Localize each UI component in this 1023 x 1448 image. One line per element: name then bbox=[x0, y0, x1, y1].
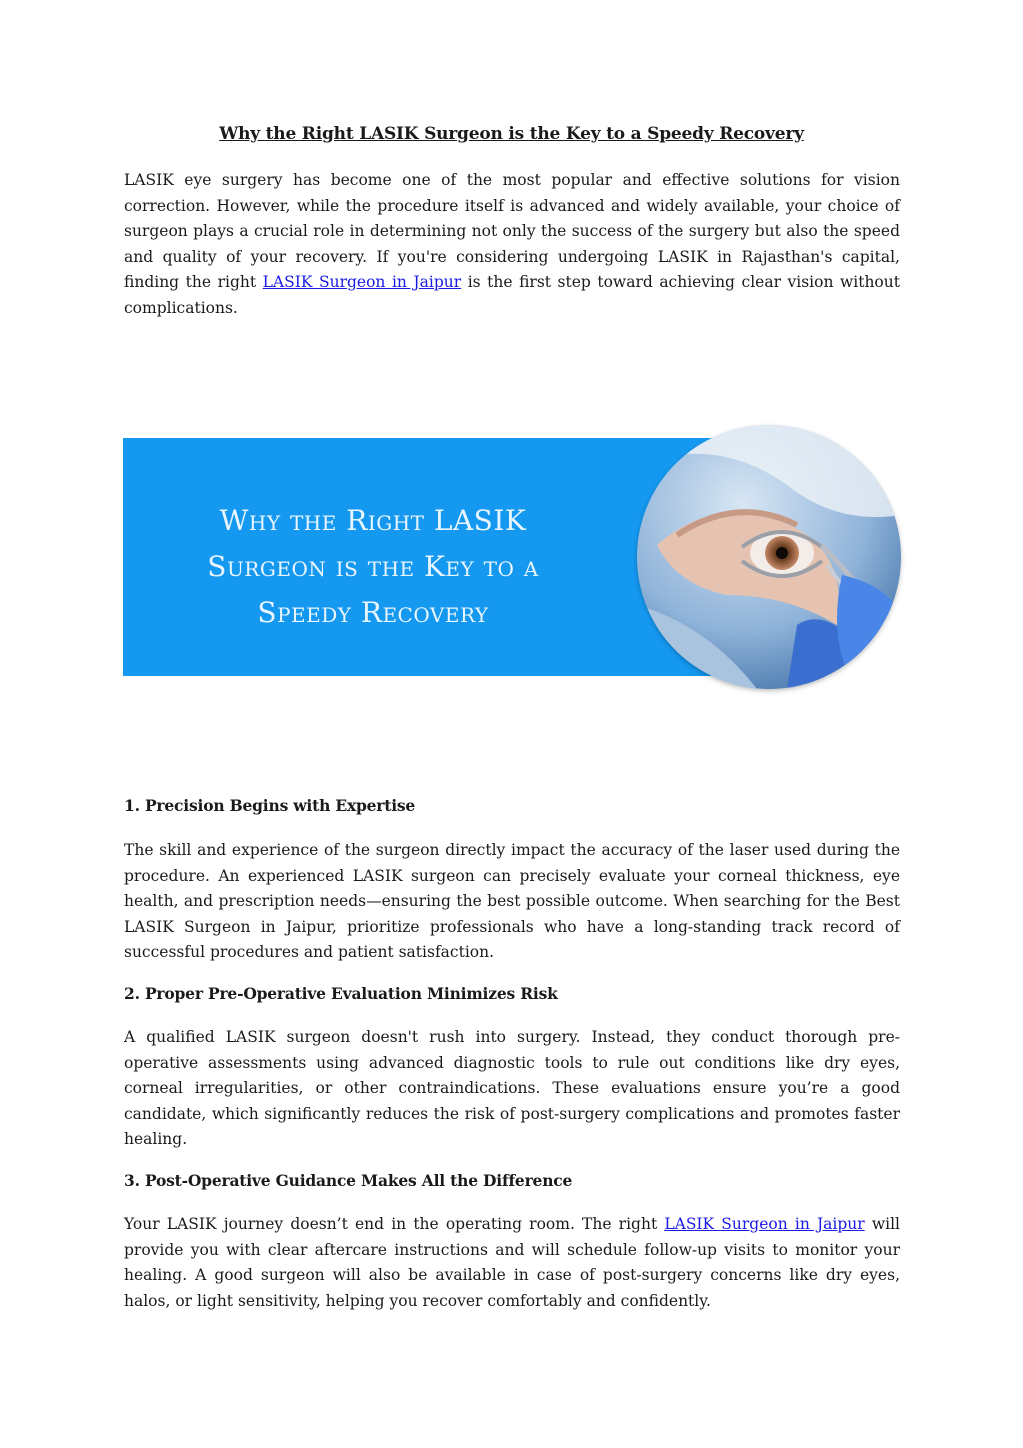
banner-line-3: Speedy Recovery bbox=[257, 596, 489, 629]
section-3-heading: 3. Post-Operative Guidance Makes All the Difference bbox=[124, 1171, 573, 1190]
section-3-text-before: Your LASIK journey doesn’t end in the operating room. The right bbox=[124, 1215, 665, 1233]
eye-surgery-photo bbox=[637, 425, 901, 689]
lasik-surgeon-jaipur-link[interactable]: LASIK Surgeon in Jaipur bbox=[262, 273, 462, 291]
section-3-text-after: will provide you with clear aftercare instructions and will schedule follow-up visits to monitor your healing. A good surgeon will also be available in case of post-surgery concerns like dry eyes, halos, or light sensitivity, helping you recover comfortably and confidently. bbox=[124, 1215, 900, 1310]
section-2-heading: 2. Proper Pre-Operative Evaluation Minimizes Risk bbox=[124, 984, 558, 1003]
intro-text-after: is the first step toward achieving clear vision without complications. bbox=[124, 273, 900, 317]
banner-image bbox=[123, 438, 713, 676]
lasik-surgeon-jaipur-link-2[interactable]: LASIK Surgeon in Jaipur bbox=[664, 1215, 865, 1233]
page-title: Why the Right LASIK Surgeon is the Key to a Speedy Recovery bbox=[219, 124, 804, 144]
eye-surgery-illustration bbox=[637, 425, 901, 689]
intro-paragraph bbox=[124, 168, 900, 321]
banner-caption bbox=[123, 498, 623, 636]
intro-text-before: LASIK eye surgery has become one of the most popular and effective solutions for vision correction. However, while the procedure itself is advanced and widely available, your choice of surgeon plays a crucial role in determining not only the success of the surgery but also the speed and quality of your recovery. If you're considering undergoing LASIK in Rajasthan's capital, finding the right bbox=[124, 171, 900, 291]
section-1-heading: 1. Precision Begins with Expertise bbox=[124, 796, 416, 815]
section-1-body: The skill and experience of the surgeon directly impact the accuracy of the laser used during the procedure. An experienced LASIK surgeon can precisely evaluate your corneal thickness, eye health, and prescription needs—ensuring the best possible outcome. When searching for the Best LASIK Surgeon in Jaipur, prioritize professionals who have a long-standing track record of successful procedures and patient satisfaction. bbox=[124, 841, 900, 961]
banner-line-1: Why the Right LASIK bbox=[219, 504, 527, 537]
section-2-body: A qualified LASIK surgeon doesn't rush into surgery. Instead, they conduct thorough pre-operative assessments using advanced diagnostic tools to rule out conditions like dry eyes, corneal irregularities, or other contraindications. These evaluations ensure you’re a good candidate, which significantly reduces the risk of post-surgery complications and promotes faster healing. bbox=[124, 1028, 900, 1148]
banner-line-2: Surgeon is the Key to a bbox=[207, 550, 539, 583]
section-3-body bbox=[124, 1212, 900, 1314]
